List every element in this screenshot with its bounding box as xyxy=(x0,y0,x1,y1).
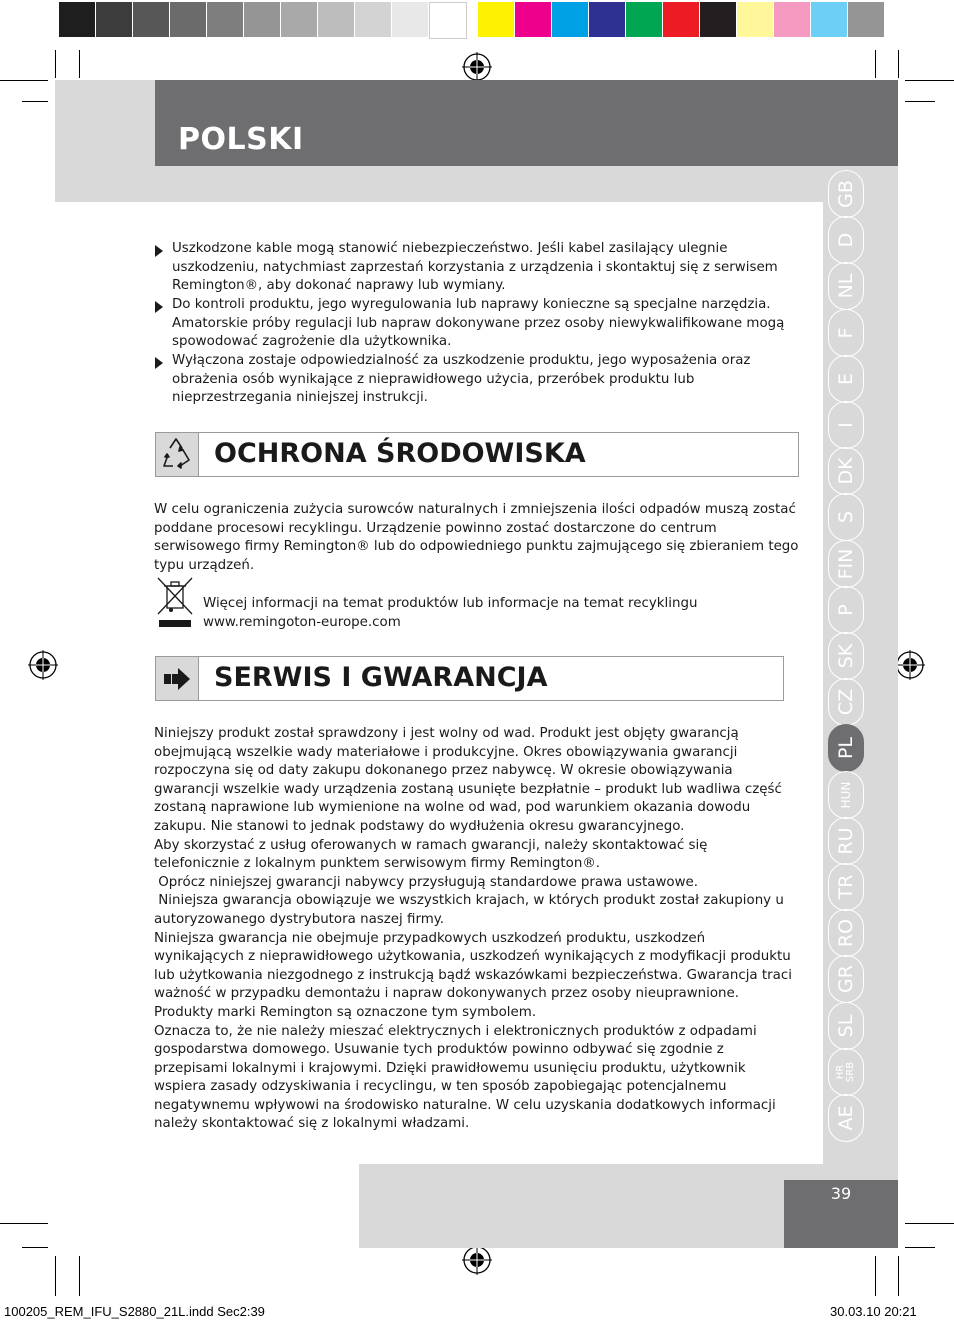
color-swatch xyxy=(589,2,625,37)
bullet-arrow-icon xyxy=(154,299,164,313)
color-swatch xyxy=(700,2,736,37)
color-swatch xyxy=(737,2,773,37)
color-swatch xyxy=(170,2,206,37)
bullet-arrow-icon xyxy=(154,355,164,369)
crop-mark xyxy=(79,1256,80,1296)
color-swatch xyxy=(626,2,662,37)
registration-mark-icon xyxy=(895,650,925,680)
color-swatch xyxy=(96,2,132,37)
color-swatch xyxy=(355,2,391,37)
color-swatch xyxy=(429,2,467,39)
color-swatch xyxy=(281,2,317,37)
environment-paragraph: W celu ograniczenia zużycia surowców naturalnych i zmniejszenia ilości odpadów muszą zostać poddane procesowi recyklingu. Urządzenie powinno zostać dostarczone do centrum serwisowego firmy Remington® lub do odpowiedniego punktu zajmującego się zbieraniem tego typu urządzeń. xyxy=(154,502,799,573)
language-tab-sk[interactable]: SK xyxy=(828,632,864,680)
footer-file-info: 100205_REM_IFU_S2880_21L.indd Sec2:39 xyxy=(4,1304,265,1319)
registration-mark-icon xyxy=(28,650,58,680)
language-tab-gb[interactable]: GB xyxy=(828,170,864,218)
environment-heading-box xyxy=(155,432,799,477)
crop-mark xyxy=(898,50,899,78)
bullet-item xyxy=(172,296,802,352)
language-tab-cz[interactable]: CZ xyxy=(828,678,864,726)
language-tab-ro[interactable]: RO xyxy=(828,909,864,957)
footer-date: 30.03.10 20:21 xyxy=(830,1304,917,1319)
crossed-bin-icon xyxy=(155,576,195,630)
language-tab-e[interactable]: E xyxy=(828,355,864,403)
language-tab-ru[interactable]: RU xyxy=(828,817,864,865)
language-tab-pl[interactable]: PL xyxy=(828,724,864,772)
color-swatch xyxy=(318,2,354,37)
language-tab-d[interactable]: D xyxy=(828,216,864,264)
registration-mark-icon xyxy=(462,52,492,82)
bullet-item xyxy=(172,240,802,296)
arrow-right-icon xyxy=(156,657,199,700)
color-swatch xyxy=(848,2,884,37)
crop-mark xyxy=(22,101,48,102)
bullet-arrow-icon xyxy=(154,243,164,257)
environment-title: OCHRONA ŚRODOWISKA xyxy=(214,438,586,469)
color-swatch xyxy=(207,2,243,37)
color-swatch xyxy=(663,2,699,37)
page-frame-left xyxy=(55,80,155,202)
color-swatch xyxy=(552,2,588,37)
crop-mark xyxy=(55,50,56,78)
language-tab-gr[interactable]: GR xyxy=(828,955,864,1003)
bullet-text: Uszkodzone kable mogą stanowić niebezpieczeństwo. Jeśli kabel zasilający ulegnie uszkodzeniu, natychmiast zaprzestań korzystania z urządzenia i skontaktuj się z serwisem Remington®, aby dokonać naprawy lub wymiany. xyxy=(172,241,778,294)
service-heading-box xyxy=(155,656,784,701)
warranty-text: Niniejszy produkt został sprawdzony i jest wolny od wad. Produkt jest objęty gwarancją obejmującą wszelkie wady materiałowe i produkcyjne. Okres obowiązywania gwarancji rozpoczyna się od daty zakupu dokonanego przez nabywcę. W okresie obowiązywania gwarancji wszelkie wady urządzenia zostaną usunięte bezpłatnie – produkt lub wadliwa część zostaną naprawione lub wymienione na wolne od wad, pod warunkiem okazania dowodu zakupu. Nie stanowi to jednak podstawy do wydłużenia okresu gwarancyjnego. Aby skorzystać z usług oferowanych w ramach gwarancji, należy skontaktować się telefonicznie z lokalnym punktem serwisowym firmy Remington®. Oprócz niniejszej gwarancji nabywcy przysługują standardowe prawa ustawowe. Niniejsza gwarancja obowiązuje we wszystkich krajach, w których produkt został zakupiony u autoryzowanego dystrybutora naszej firmy. Niniejsza gwarancja nie obejmuje przypadkowych uszkodzeń produktu, uszkodzeń wynikających z nieprawidłowego użytkowania, uszkodzeń wynikających z modyfikacji produktu lub użytkowania niezgodnego z instrukcją bądź wskazówkami bezpieczeństwa. Gwarancja traci ważność w przypadku demontażu i napraw dokonywanych przez osoby nieuprawnione. Produkty marki Remington są oznaczone tym symbolem. Oznacza to, że nie należy mieszać elektrycznych i elektronicznych produktów z odpadami gospodarstwa domowego. Usuwanie tych produktów powinno odbywać się zgodnie z przepisami lokalnymi i krajowymi. Dzięki prawidłowemu usunięciu produktu, użytkownik wspiera zasady odzyskiwania i recyclingu, w ten sposób zapobiegając potencjalnemu negatywnemu wpływowi na środowisko naturalne. W celu uzyskania dodatkowych informacji należy skontaktować się z lokalnymi władzami. xyxy=(154,726,792,1132)
service-title: SERWIS I GWARANCJA xyxy=(214,662,548,693)
crop-mark xyxy=(0,1223,48,1224)
color-swatch xyxy=(133,2,169,37)
crop-mark xyxy=(905,80,954,81)
language-tab-f[interactable]: F xyxy=(828,309,864,357)
crop-mark xyxy=(875,50,876,78)
crop-mark xyxy=(898,1256,899,1296)
language-tab-s[interactable]: S xyxy=(828,493,864,541)
crop-mark xyxy=(55,1256,56,1296)
color-swatch xyxy=(244,2,280,37)
bullet-text: Do kontroli produktu, jego wyregulowania lub naprawy konieczne są specjalne narzędzia. Amatorskie próby regulacji lub napraw dokonywane przez osoby niewykwalifikowane mogą spowodować zagrożenie dla użytkownika. xyxy=(172,297,785,350)
crop-mark xyxy=(79,50,80,78)
language-tab-i[interactable]: I xyxy=(828,401,864,449)
color-swatch xyxy=(59,2,95,37)
crop-mark xyxy=(0,80,48,81)
page-number: 39 xyxy=(830,1184,852,1203)
language-tab-sl[interactable]: SL xyxy=(828,1002,864,1050)
recycling-info-text: Więcej informacji na temat produktów lub informacje na temat recyklingu xyxy=(203,596,698,611)
recycle-icon xyxy=(156,433,199,476)
page-title: POLSKI xyxy=(178,122,304,157)
language-tab-dk[interactable]: DK xyxy=(828,447,864,495)
language-tab-tr[interactable]: TR xyxy=(828,863,864,911)
recycling-info xyxy=(203,595,803,632)
bullet-item xyxy=(172,352,772,408)
language-tab-hr-srb[interactable]: HR SRB xyxy=(828,1048,864,1096)
language-tab-p[interactable]: P xyxy=(828,586,864,634)
title-band xyxy=(155,166,898,202)
color-swatch xyxy=(392,2,428,37)
bullet-text: Wyłączona zostaje odpowiedzialność za uszkodzenie produktu, jego wyposażenia oraz obrażenia osób wynikające z nieprawidłowego użycia, przeróbek produktu lub nieprzestrzegania niniejszej instrukcji. xyxy=(172,353,751,406)
color-swatch xyxy=(774,2,810,37)
color-swatch xyxy=(811,2,847,37)
color-swatch xyxy=(478,2,514,37)
crop-mark xyxy=(22,1247,48,1248)
registration-mark-icon xyxy=(462,1245,492,1275)
crop-mark xyxy=(905,1247,935,1248)
language-tab-nl[interactable]: NL xyxy=(828,262,864,310)
crop-mark xyxy=(905,1223,954,1224)
language-tab-hun[interactable]: HUN xyxy=(828,771,864,819)
color-swatch xyxy=(515,2,551,37)
language-tab-ae[interactable]: AE xyxy=(828,1094,864,1142)
website-link[interactable]: www.remingoton-europe.com xyxy=(203,614,401,630)
crop-mark xyxy=(905,101,935,102)
crop-mark xyxy=(875,1256,876,1296)
language-tab-fin[interactable]: FIN xyxy=(828,540,864,588)
